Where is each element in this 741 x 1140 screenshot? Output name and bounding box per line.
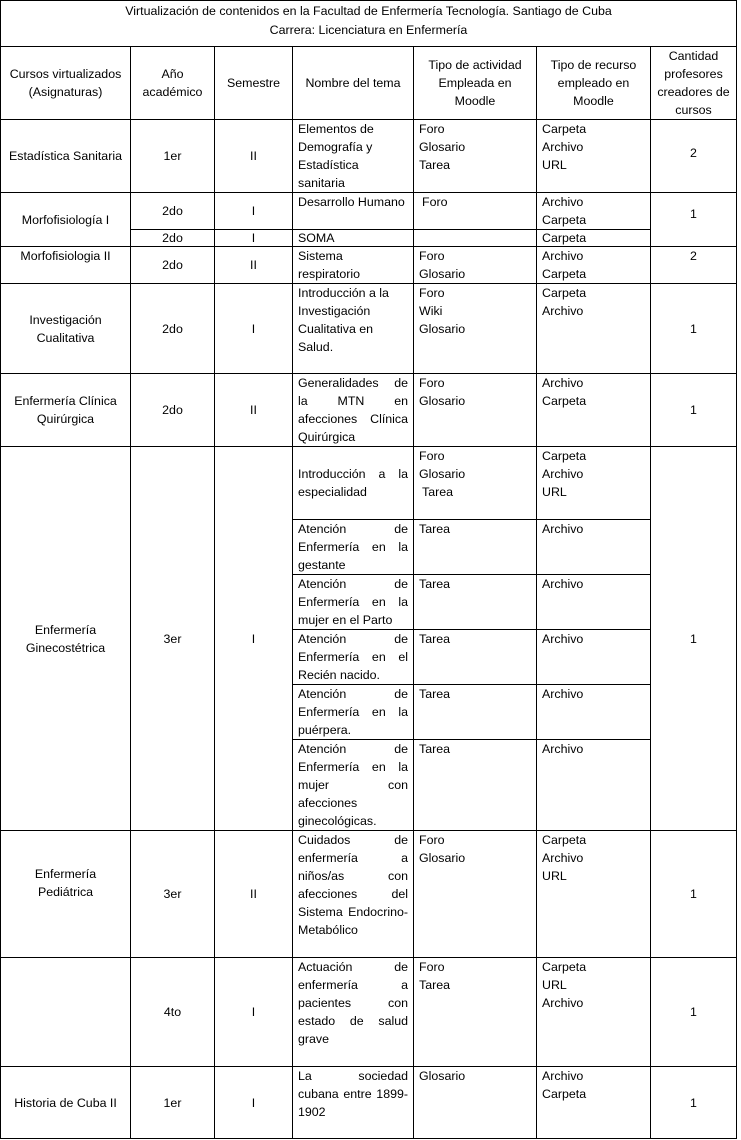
actividad-cell: Glosario — [414, 1067, 537, 1139]
header-cursos: Cursos virtualizados (Asignaturas) — [1, 47, 131, 120]
header-anio: Año académico — [131, 47, 215, 120]
table-row — [1, 193, 737, 230]
cantidad-cell: 1 — [651, 374, 737, 447]
semestre-cell: I — [215, 958, 293, 1067]
tema-cell: Atención de Enfermería en la puérpera. — [293, 685, 414, 740]
anio-cell: 2do — [131, 247, 215, 284]
recurso-cell: Archivo Carpeta — [537, 247, 651, 284]
semestre-cell: I — [215, 1067, 293, 1139]
anio-cell: 3er — [131, 447, 215, 831]
recurso-cell: Archivo Carpeta — [537, 374, 651, 447]
table-row — [1, 447, 737, 520]
semestre-cell: I — [215, 284, 293, 374]
anio-cell: 2do — [131, 230, 215, 247]
cantidad-cell: 1 — [651, 831, 737, 958]
semestre-cell: I — [215, 447, 293, 831]
table-row — [1, 958, 737, 1067]
tema-cell: Sistema respiratorio — [293, 247, 414, 284]
cantidad-cell: 1 — [651, 193, 737, 247]
actividad-cell: Foro Glosario — [414, 247, 537, 284]
recurso-cell: Carpeta Archivo URL — [537, 120, 651, 193]
actividad-cell: Tarea — [414, 575, 537, 630]
recurso-cell: Carpeta Archivo URL — [537, 831, 651, 958]
header-row — [1, 47, 737, 120]
actividad-cell — [414, 230, 537, 247]
curso-cell: Enfermería Clínica Quirúrgica — [1, 374, 131, 447]
curso-cell: Enfermería Pediátrica — [1, 831, 131, 958]
tema-cell: Actuación de enfermería a pacientes con estado de salud grave — [293, 958, 414, 1067]
curso-cell: Enfermería Ginecostétrica — [1, 447, 131, 831]
curso-cell: Morfofisiologia II — [1, 247, 131, 284]
cantidad-cell: 1 — [651, 284, 737, 374]
table-row — [1, 1067, 737, 1139]
recurso-cell: Archivo — [537, 520, 651, 575]
actividad-cell: Foro Wiki Glosario — [414, 284, 537, 374]
recurso-cell: Archivo — [537, 575, 651, 630]
semestre-cell: II — [215, 374, 293, 447]
actividad-cell: Tarea — [414, 630, 537, 685]
actividad-cell: Foro Glosario Tarea — [414, 120, 537, 193]
tema-cell: Atención de Enfermería en la gestante — [293, 520, 414, 575]
cantidad-cell: 1 — [651, 1067, 737, 1139]
tema-cell: Atención de Enfermería en la mujer en el Parto — [293, 575, 414, 630]
actividad-cell: Tarea — [414, 520, 537, 575]
table-row — [1, 831, 737, 958]
recurso-cell: Archivo — [537, 740, 651, 831]
tema-cell: Cuidados de enfermería a niños/as con afecciones del Sistema Endocrino-Metabólico — [293, 831, 414, 958]
curso-cell: Investigación Cualitativa — [1, 284, 131, 374]
actividad-cell: Foro Glosario — [414, 831, 537, 958]
recurso-cell: Carpeta — [537, 230, 651, 247]
tema-cell: Atención de Enfermería en la mujer con afecciones ginecológicas. — [293, 740, 414, 831]
tema-cell: Introducción a la especialidad — [293, 447, 414, 520]
caption-title: Virtualización de contenidos en la Facultad de Enfermería Tecnología. Santiago de Cuba — [125, 4, 612, 18]
actividad-cell: Tarea — [414, 740, 537, 831]
tema-cell: Elementos de Demografía y Estadística sanitaria — [293, 120, 414, 193]
anio-cell: 2do — [131, 284, 215, 374]
anio-cell: 3er — [131, 831, 215, 958]
recurso-cell: Archivo Carpeta — [537, 193, 651, 230]
tema-cell: Atención de Enfermería en el Recién nacido. — [293, 630, 414, 685]
recurso-cell: Archivo — [537, 630, 651, 685]
table-row — [1, 284, 737, 374]
tema-cell: La sociedad cubana entre 1899-1902 — [293, 1067, 414, 1139]
recurso-cell: Archivo — [537, 685, 651, 740]
anio-cell: 2do — [131, 374, 215, 447]
header-actividad: Tipo de actividad Empleada en Moodle — [414, 47, 537, 120]
table-row — [1, 374, 737, 447]
recurso-cell: Carpeta Archivo — [537, 284, 651, 374]
curso-cell: Estadística Sanitaria — [1, 120, 131, 193]
recurso-cell: Carpeta URL Archivo — [537, 958, 651, 1067]
semestre-cell: II — [215, 247, 293, 284]
cantidad-cell: 2 — [651, 247, 737, 284]
anio-cell: 1er — [131, 120, 215, 193]
cantidad-cell: 2 — [651, 120, 737, 193]
header-semestre: Semestre — [215, 47, 293, 120]
semestre-cell: II — [215, 120, 293, 193]
curso-cell: Historia de Cuba II — [1, 1067, 131, 1139]
recurso-cell: Archivo Carpeta — [537, 1067, 651, 1139]
semestre-cell: I — [215, 193, 293, 230]
tema-cell: Introducción a la Investigación Cualitativa en Salud. — [293, 284, 414, 374]
anio-cell: 4to — [131, 958, 215, 1067]
tema-cell: Desarrollo Humano — [293, 193, 414, 230]
actividad-cell: Foro Tarea — [414, 958, 537, 1067]
cantidad-cell: 1 — [651, 958, 737, 1067]
actividad-cell: Tarea — [414, 685, 537, 740]
header-recurso: Tipo de recurso empleado en Moodle — [537, 47, 651, 120]
header-tema: Nombre del tema — [293, 47, 414, 120]
tema-cell: Generalidades de la MTN en afecciones Clínica Quirúrgica — [293, 374, 414, 447]
curso-cell: Morfofisiología I — [1, 193, 131, 247]
tema-cell: SOMA — [293, 230, 414, 247]
semestre-cell: II — [215, 831, 293, 958]
caption-career: Carrera: Licenciatura en Enfermería — [269, 23, 468, 37]
header-cantidad: Cantidad profesores creadores de cursos — [651, 47, 737, 120]
table-row — [1, 247, 737, 284]
semestre-cell: I — [215, 230, 293, 247]
cantidad-cell: 1 — [651, 447, 737, 831]
table-caption — [1, 1, 737, 47]
recurso-cell: Carpeta Archivo URL — [537, 447, 651, 520]
table-row — [1, 120, 737, 193]
curso-cell — [1, 958, 131, 1067]
anio-cell: 2do — [131, 193, 215, 230]
actividad-cell: Foro — [414, 193, 537, 230]
anio-cell: 1er — [131, 1067, 215, 1139]
actividad-cell: Foro Glosario — [414, 374, 537, 447]
actividad-cell: Foro Glosario Tarea — [414, 447, 537, 520]
